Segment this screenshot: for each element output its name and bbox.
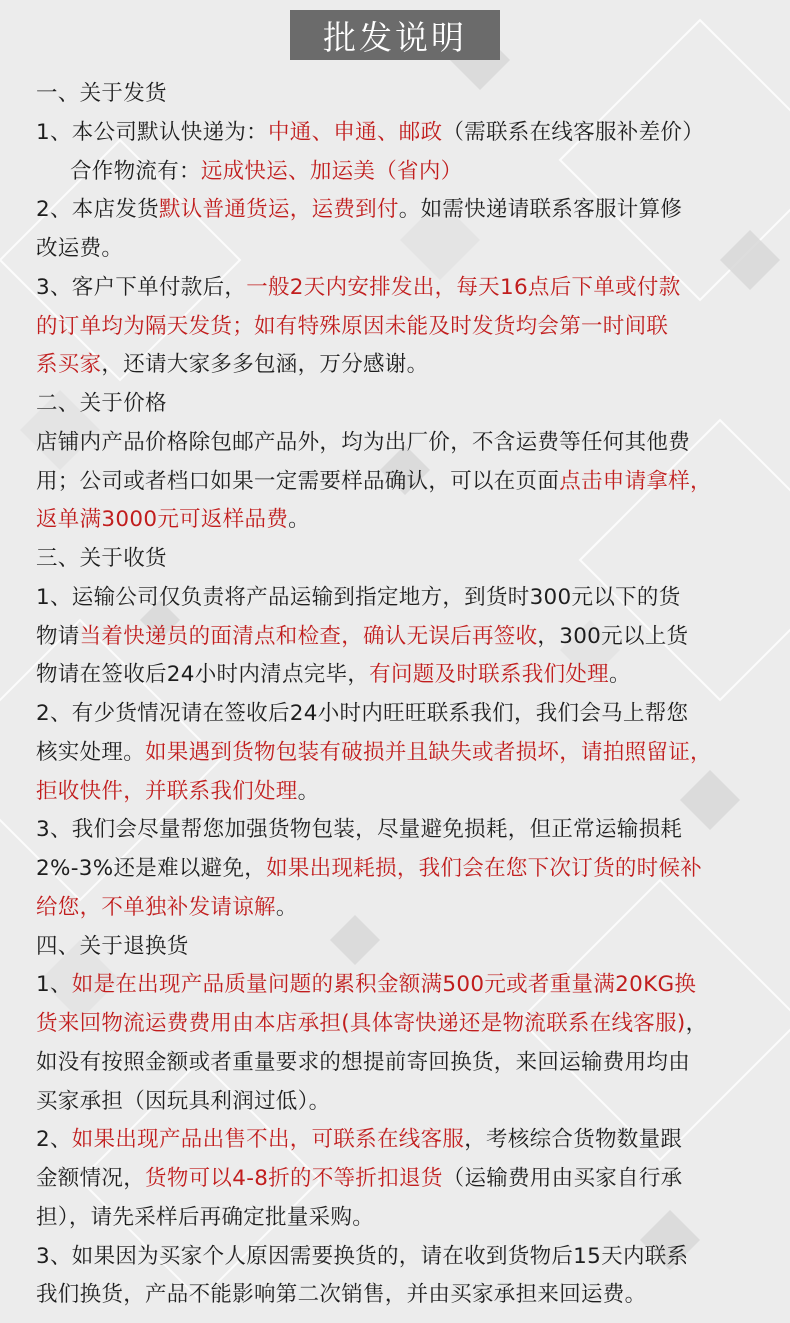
notice-line [36,79,167,109]
highlight-text: 默认普通货运，运费到付 [158,197,399,223]
notice-line [36,1242,688,1272]
body-text: 1、本公司默认快递为： [36,119,268,145]
highlight-text: 如果遇到货物包装有破损并且缺失或者损坏，请拍照留证， [145,739,712,765]
body-text: ， [685,1011,708,1036]
notice-line [36,970,696,1000]
body-text: 3、客户下单付款后， [36,274,247,300]
body-text: 。 [288,507,310,533]
notice-line [36,932,189,962]
notice-line [36,1125,682,1155]
body-text: 核实处理。 [36,739,146,765]
body-text: 2、 [36,1127,72,1153]
highlight-text: 如果出现耗损，我们会在您下次订货的时候补 [266,856,703,881]
notice-line [36,428,690,458]
notice-line [36,1087,330,1117]
highlight-text: 如果出现产品出售不出，可联系在线客服 [71,1127,465,1153]
body-text: 1、运输公司仅负责将产品运输到指定地方，到货时300元以下的货 [36,584,681,610]
notice-line [36,273,681,303]
page-title: 批发说明 [323,17,467,57]
notice-line [36,699,688,729]
notice-line [36,544,167,574]
highlight-text: 中通、申通、邮政 [267,119,443,145]
body-text: ，还请大家多多包涵，万分感谢。 [101,352,429,378]
highlight-text: 如是在出现产品质量问题的累积金额满500元或者重量满20KG换 [71,972,697,998]
notice-line [36,1280,646,1310]
body-text: 2、有少货情况请在签收后24小时内旺旺联系我们，我们会马上帮您 [36,701,689,726]
highlight-text: 货来回物流运费费用由本店承担(具体寄快递还是物流联系在线客服) [36,1011,686,1036]
body-text: 物请在签收后24小时内清点完毕， [36,662,370,688]
highlight-text: 系买家 [36,352,102,378]
notice-line [36,312,668,342]
body-text: 担），请先采样后再确定批量采购。 [36,1204,375,1230]
body-text: 店铺内产品价格除包邮产品外，均为出厂价，不含运费等任何其他费 [36,429,691,455]
body-text: 改运费。 [36,236,124,261]
highlight-text: 货物可以4-8折的不等折扣退货 [145,1166,443,1191]
notice-line [36,815,682,845]
highlight-text: 拒收快件，并联系我们处理 [36,778,298,804]
body-text: 合作物流有： [70,158,201,184]
notice-line [36,505,310,535]
notice-line [36,738,712,768]
body-text: 买家承担（因玩具利润过低）。 [36,1088,331,1114]
body-text: 一、关于发货 [36,81,167,106]
body-text: （需联系在线客服补差价） [442,119,704,145]
notice-line [36,893,298,923]
body-text: 物请 [36,623,80,649]
body-text: 3、如果因为买家个人原因需要换货的，请在收到货物后15天内联系 [36,1243,689,1269]
body-text: 。 [608,662,631,688]
notice-line [36,583,681,613]
highlight-text: 的订单均为隔天发货；如有特殊原因未能及时发货均会第一时间联 [36,313,669,339]
notice-line [36,195,682,225]
body-text: 用；公司或者档口如果一定需要样品确认，可以在页面 [36,468,560,494]
highlight-text: 有问题及时联系我们处理 [369,662,609,688]
notice-line [36,467,712,497]
highlight-text: 返单满3000元可返样品费 [36,507,289,533]
highlight-text: 一般2天内安排发出，每天16点后下单或付款 [246,274,681,300]
notice-line [36,389,167,419]
body-text: 。 [275,894,298,920]
body-text: 3、我们会尽量帮您加强货物包装，尽量避免损耗，但正常运输损耗 [36,817,683,843]
body-text: ，考核综合货物数量跟 [464,1127,683,1153]
body-text: 我们换货，产品不能影响第二次销售，并由买家承担来回运费。 [36,1282,647,1308]
notice-line [36,622,688,652]
body-text: 。如需快递请联系客服计算修 [398,197,683,223]
notice-line [70,157,462,187]
body-text: 四、关于退换货 [36,933,189,959]
body-text: 金额情况， [36,1166,146,1191]
body-text: 三、关于收货 [36,546,167,571]
highlight-text: 远成快运、加运美（省内） [200,158,463,184]
body-text: 如没有按照金额或者重量要求的想提前寄回换货，来回运输费用均由 [36,1049,691,1075]
highlight-text: 点击申请拿样， [559,468,712,494]
notice-line [36,1009,707,1039]
notice-line [36,234,123,264]
highlight-text: 当着快递员的面清点和检查，确认无误后再签收 [79,623,538,649]
body-text: ，300元以上货 [537,623,689,649]
body-text: 二、关于价格 [36,391,167,416]
highlight-text: 给您，不单独补发请谅解 [36,894,276,920]
notice-line [36,350,428,380]
notice-line [36,854,702,884]
notice-line [36,1203,374,1233]
body-text: 2、本店发货 [36,197,159,223]
notice-line [36,1164,682,1194]
body-text: （运输费用由买家自行承 [442,1166,683,1191]
notice-line [36,777,319,807]
body-text: 。 [297,778,320,804]
notice-line [36,1048,690,1078]
notice-line [36,118,704,148]
title-banner [290,10,500,60]
body-text: 1、 [36,972,72,998]
notice-line [36,660,631,690]
body-text: 2%-3%还是难以避免， [36,856,267,881]
